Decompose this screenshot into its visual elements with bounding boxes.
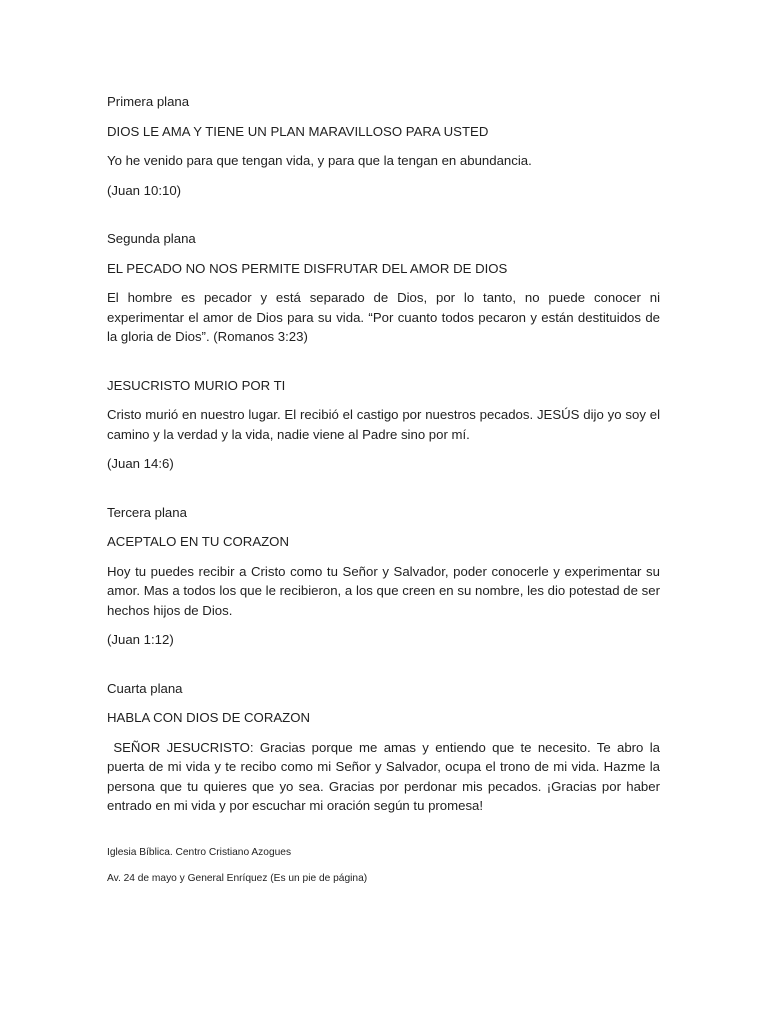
section-1-body: Yo he venido para que tengan vida, y para que la tengan en abundancia. xyxy=(107,153,532,168)
spacer xyxy=(107,484,660,503)
section-3-title: JESUCRISTO MURIO POR TI xyxy=(107,377,286,393)
section-4-body: Hoy tu puedes recibir a Cristo como tu Señor y Salvador, poder conocerle y experimentar su amor. Mas a todos los que le recibieron, a los que creen en su nombre, les dio potestad de ser hechos hijos de Dios. xyxy=(107,563,660,618)
page-footer xyxy=(107,846,660,886)
spacer xyxy=(107,660,660,679)
section-1-title: DIOS LE AMA Y TIENE UN PLAN MARAVILLOSO PARA USTED xyxy=(107,123,489,139)
section-2-plana: Segunda plana xyxy=(107,231,196,246)
spacer xyxy=(107,357,660,376)
footer-church: Iglesia Bíblica. Centro Cristiano Azogues xyxy=(107,846,292,858)
section-4-reference: (Juan 1:12) xyxy=(107,632,174,647)
section-3-reference: (Juan 14:6) xyxy=(107,456,174,471)
section-5-body: SEÑOR JESUCRISTO: Gracias porque me amas y entiendo que te necesito. Te abro la puerta de mi vida y te recibo como mi Señor y Salvador, ocupa el trono de mi vida. Hazme la persona que tu quieres que yo sea. Gracias por perdonar mis pecados. ¡Gracias por haber entrado en mi vida y por escuchar mi oración según tu promesa! xyxy=(107,739,664,813)
section-5-title: HABLA CON DIOS DE CORAZON xyxy=(107,710,310,725)
section-4-plana: Tercera plana xyxy=(107,504,187,520)
section-5-plana: Cuarta plana xyxy=(107,680,183,696)
section-3-body: Cristo murió en nuestro lugar. El recibió el castigo por nuestros pecados. JESÚS dijo yo soy el camino y la verdad y la vida, nadie viene al Padre sino por mí. xyxy=(107,407,660,442)
section-1-plana: Primera plana xyxy=(107,94,190,109)
section-4-title: ACEPTALO EN TU CORAZON xyxy=(107,534,289,549)
section-1-reference: (Juan 10:10) xyxy=(107,182,182,198)
footer-address: Av. 24 de mayo y General Enríquez (Es un pie de página) xyxy=(107,872,368,884)
spacer xyxy=(107,210,660,229)
document-content xyxy=(107,92,664,898)
section-2-title: EL PECADO NO NOS PERMITE DISFRUTAR DEL AMOR DE DIOS xyxy=(107,260,508,276)
section-2-body: El hombre es pecador y está separado de Dios, por lo tanto, no puede conocer ni experimentar el amor de Dios para su vida. “Por cuanto todos pecaron y están destituidos de la gloria de Dios”. (Romanos 3:23) xyxy=(107,290,660,344)
